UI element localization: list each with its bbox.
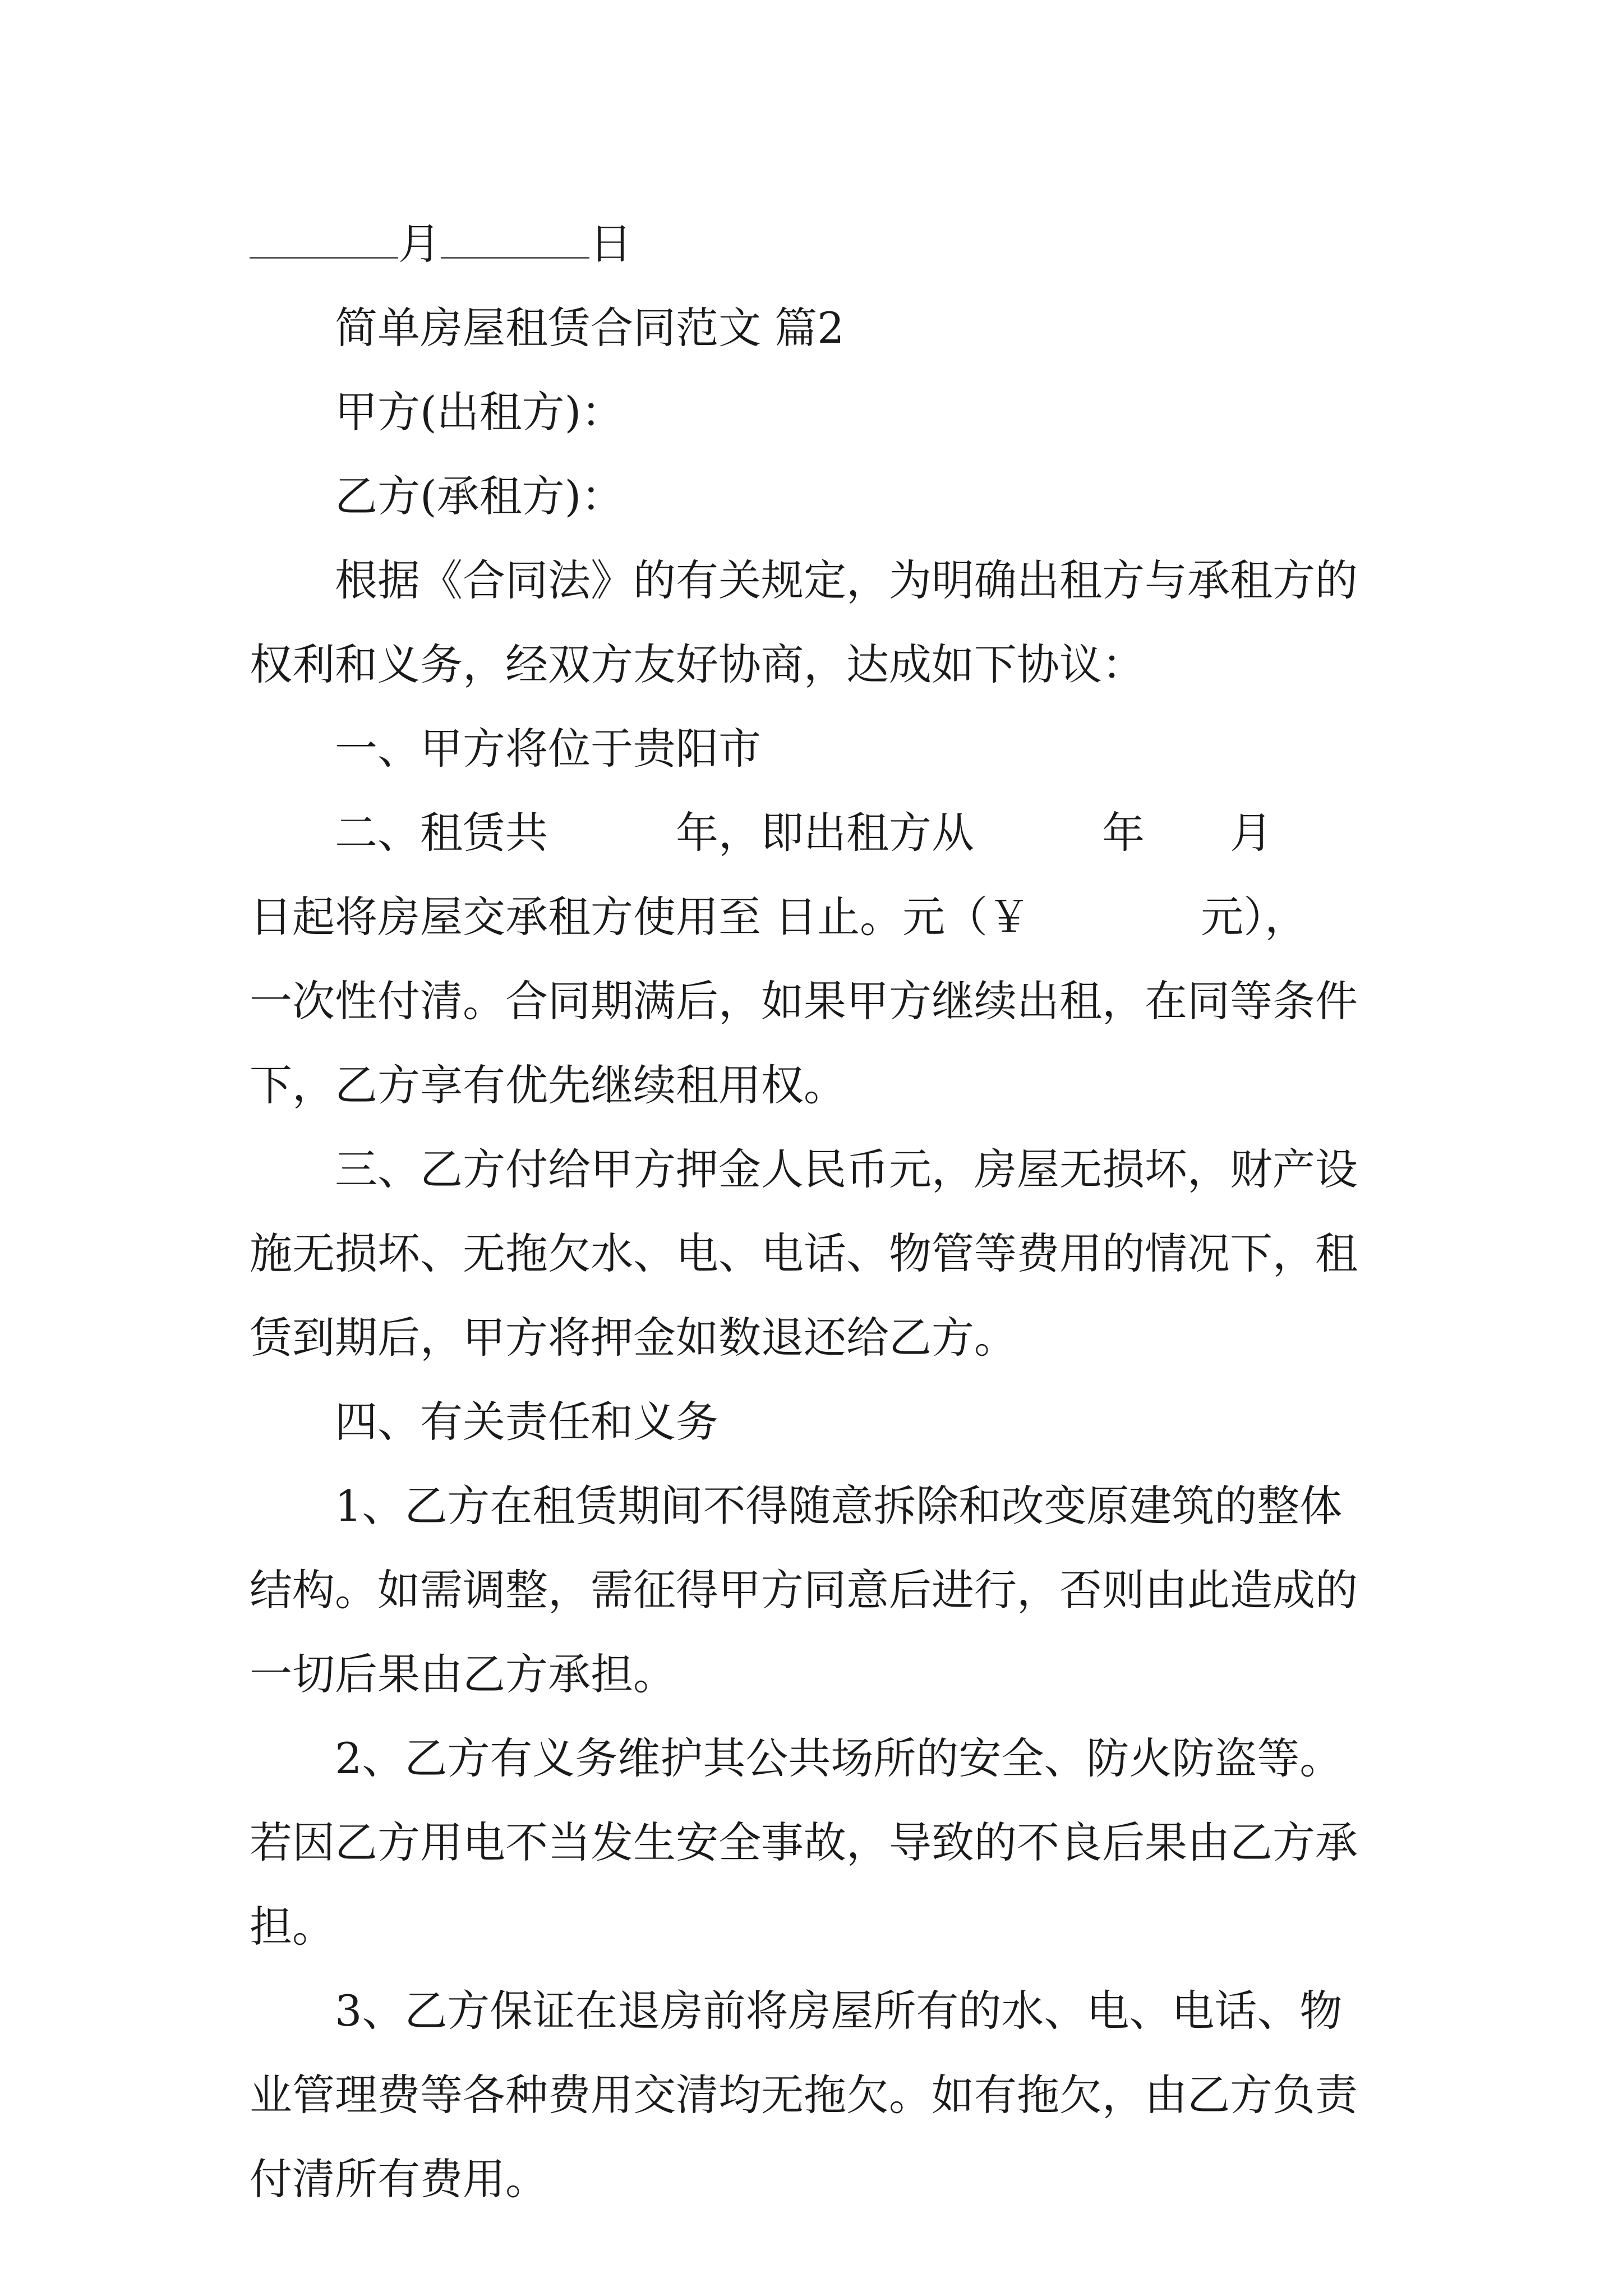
day-label: 日: [589, 219, 632, 269]
clause-2-line: 二、租赁共 年，即出租方从 年 月: [335, 808, 1272, 858]
clause-1: 一、甲方将位于贵阳市: [335, 724, 761, 774]
blank-line: [441, 256, 589, 259]
party-b-line: 乙方(承租方)：: [335, 471, 624, 521]
month-label: 月: [398, 219, 441, 269]
item-3-line: 业管理费等各种费用交清均无拖欠。如有拖欠，由乙方负责: [250, 2070, 1358, 2120]
blank-line: [250, 256, 398, 259]
clause-3-line: 三、乙方付给甲方押金人民币元，房屋无损坏，财产设: [335, 1144, 1358, 1194]
item-3-line: 3、乙方保证在退房前将房屋所有的水、电、电话、物: [335, 1986, 1343, 2036]
party-a-line: 甲方(出租方)：: [335, 387, 624, 437]
item-2-line: 担。: [250, 1902, 335, 1952]
clause-2-line: 日起将房屋交承租方使用至 日止。元（￥ 元），: [250, 892, 1308, 942]
item-2-line: 若因乙方用电不当发生安全事故，导致的不良后果由乙方承: [250, 1818, 1358, 1867]
intro-line: 根据《合同法》的有关规定，为明确出租方与承租方的: [335, 555, 1358, 605]
date-line: [250, 202, 1385, 286]
intro-line: 权利和义务，经双方友好协商，达成如下协议：: [250, 639, 1145, 689]
clause-2-line: 下，乙方享有优先继续租用权。: [250, 1060, 846, 1110]
clause-4-title: 四、有关责任和义务: [335, 1397, 718, 1447]
item-3-line: 付清所有费用。: [250, 2154, 548, 2204]
clause-3-line: 施无损坏、无拖欠水、电、电话、物管等费用的情况下，租: [250, 1228, 1358, 1278]
item-2-line: 2、乙方有义务维护其公共场所的安全、防火防盗等。: [335, 1733, 1343, 1783]
clause-3-line: 赁到期后，甲方将押金如数退还给乙方。: [250, 1313, 1017, 1363]
item-1-line: 一切后果由乙方承担。: [250, 1649, 676, 1699]
document-title: 简单房屋租赁合同范文 篇2: [335, 303, 845, 353]
item-1-line: 1、乙方在租赁期间不得随意拆除和改变原建筑的整体: [335, 1481, 1343, 1531]
clause-2-line: 一次性付清。合同期满后，如果甲方继续出租，在同等条件: [250, 976, 1358, 1026]
item-1-line: 结构。如需调整，需征得甲方同意后进行，否则由此造成的: [250, 1565, 1358, 1615]
document-body: [250, 202, 1385, 2221]
